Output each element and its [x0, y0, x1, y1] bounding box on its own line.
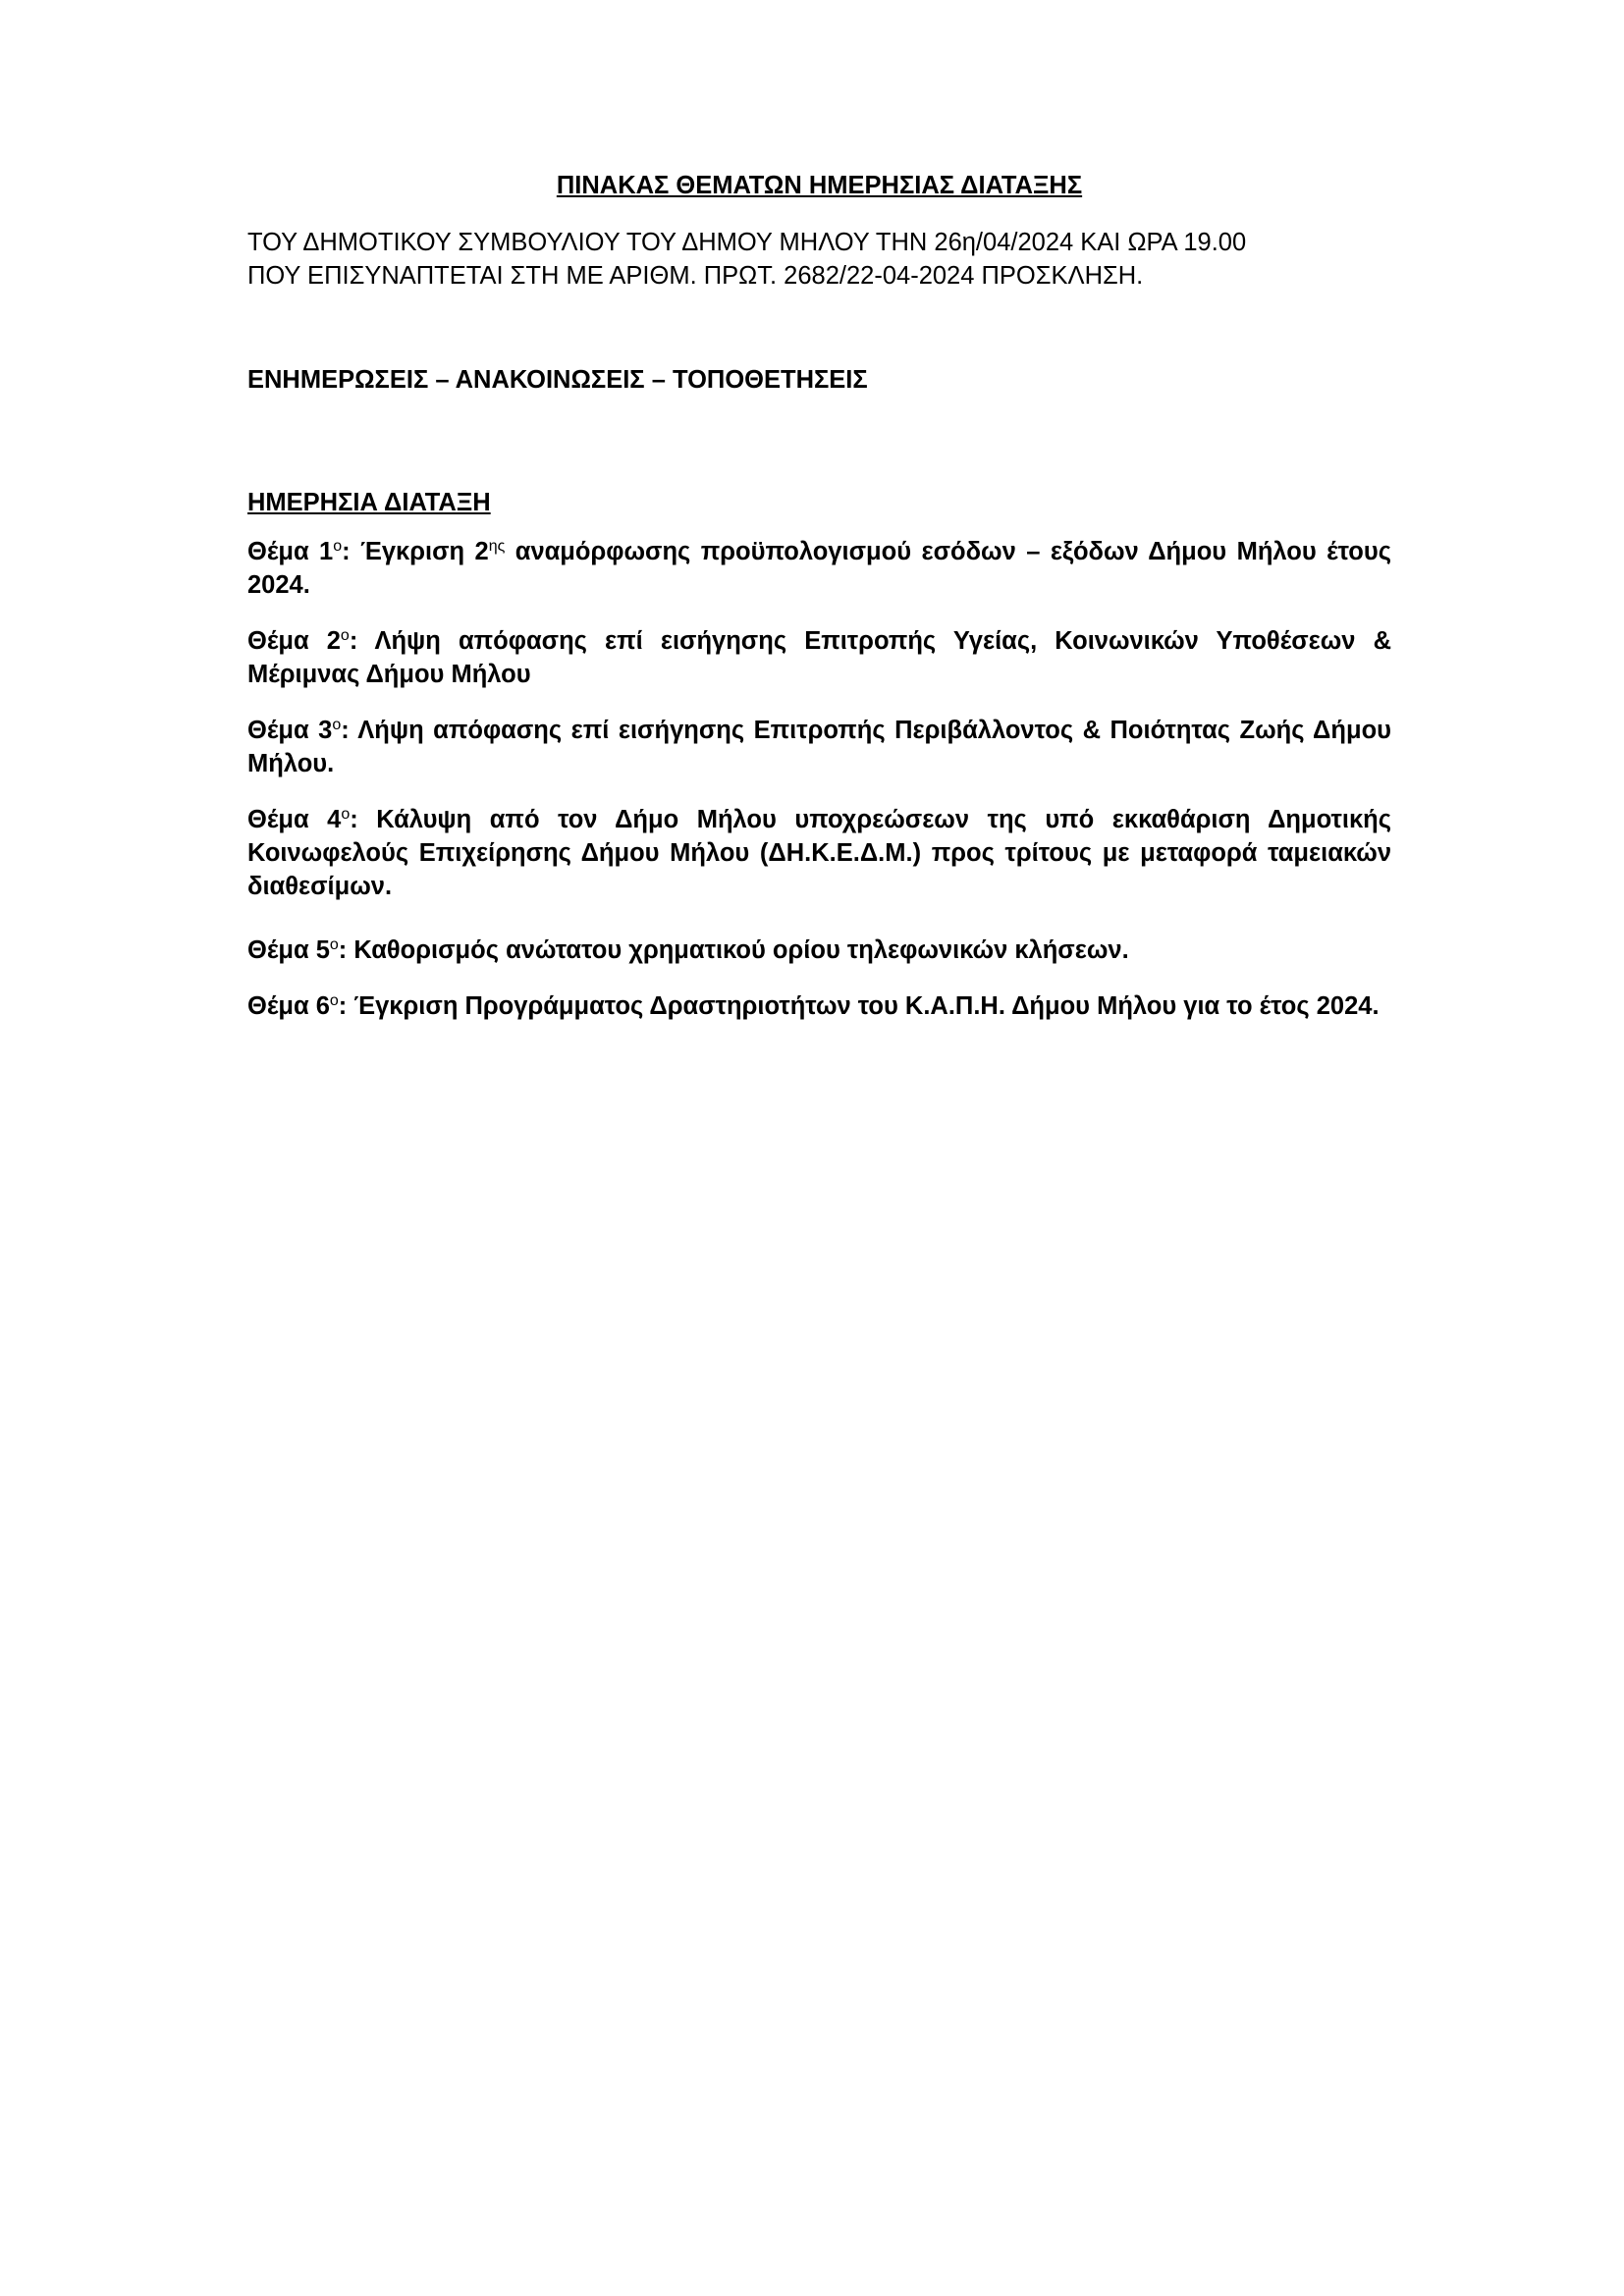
topic-label: Θέμα 1: [247, 538, 334, 565]
topic-label: Θέμα 4: [247, 806, 342, 833]
topic-text: : Καθορισμός ανώτατου χρηματικού ορίου τηλεφωνικών κλήσεων.: [338, 936, 1129, 964]
agenda-heading: ΗΜΕΡΗΣΙΑ ΔΙΑΤΑΞΗ: [247, 489, 491, 516]
topic-text: : Κάλυψη από τον Δήμο Μήλου υποχρεώσεων της υπό εκκαθάριση Δημοτικής Κοινωφελούς Επιχείρησης Δήμου Μήλου (ΔΗ.Κ.Ε.Δ.Μ.) προς τρίτους με μεταφορά ταμειακών διαθεσίμων.: [247, 806, 1391, 900]
topic-text-continued: αναμόρφωσης προϋπολογισμού εσόδων – εξόδων Δήμου Μήλου έτους 2024.: [247, 538, 1391, 599]
agenda-topic-5: [247, 934, 1391, 967]
topic-ordinal: ο: [333, 538, 343, 555]
topic-ordinal: ο: [332, 717, 342, 733]
intro-line: ΤΟΥ ΔΗΜΟΤΙΚΟΥ ΣΥΜΒΟΥΛΙΟΥ ΤΟΥ ΔΗΜΟΥ ΜΗΛΟΥ ΤΗΝ 26η/04/2024 ΚΑΙ ΩΡΑ 19.00: [247, 229, 1247, 256]
topic-ordinal: ο: [329, 936, 339, 953]
agenda-topic-4: [247, 803, 1391, 903]
topic-label: Θέμα 3: [247, 717, 333, 744]
agenda-topic-2: [247, 624, 1391, 691]
topic-text: : Λήψη απόφασης επί εισήγησης Επιτροπής Υγείας, Κοινωνικών Υποθέσεων & Μέριμνας Δήμου Μήλου: [247, 627, 1391, 688]
topic-ordinal: ο: [341, 806, 351, 823]
topic-ordinal: ο: [329, 992, 339, 1009]
agenda-topics-list: [247, 535, 1391, 1023]
topic-ordinal: ο: [340, 627, 350, 644]
intro-line: ΠΟΥ ΕΠΙΣΥΝΑΠΤΕΤΑΙ ΣΤΗ ΜΕ ΑΡΙΘΜ. ΠΡΩΤ. 2682/22-04-2024 ΠΡΟΣΚΛΗΣΗ.: [247, 262, 1144, 290]
announcements-heading: ΕΝΗΜΕΡΩΣΕΙΣ – ΑΝΑΚΟΙΝΩΣΕΙΣ – ΤΟΠΟΘΕΤΗΣΕΙΣ: [247, 366, 868, 394]
topic-label: Θέμα 2: [247, 627, 341, 655]
agenda-topic-3: [247, 714, 1391, 780]
topic-text-superscript: ης: [488, 538, 506, 555]
intro-paragraph: [247, 226, 1391, 293]
document-body: [247, 169, 1391, 1045]
topic-text: : Έγκριση Προγράμματος Δραστηριοτήτων του Κ.Α.Π.Η. Δήμου Μήλου για το έτος 2024.: [338, 992, 1380, 1020]
topic-text: : Λήψη απόφασης επί εισήγησης Επιτροπής Περιβάλλοντος & Ποιότητας Ζωής Δήμου Μήλου.: [247, 717, 1391, 777]
agenda-topic-6: [247, 989, 1391, 1023]
document-title: ΠΙΝΑΚΑΣ ΘΕΜΑΤΩΝ ΗΜΕΡΗΣΙΑΣ ΔΙΑΤΑΞΗΣ: [556, 172, 1083, 199]
topic-label: Θέμα 6: [247, 992, 330, 1020]
topic-label: Θέμα 5: [247, 936, 330, 964]
agenda-topic-1: [247, 535, 1391, 602]
topic-text: : Έγκριση 2: [342, 538, 489, 565]
